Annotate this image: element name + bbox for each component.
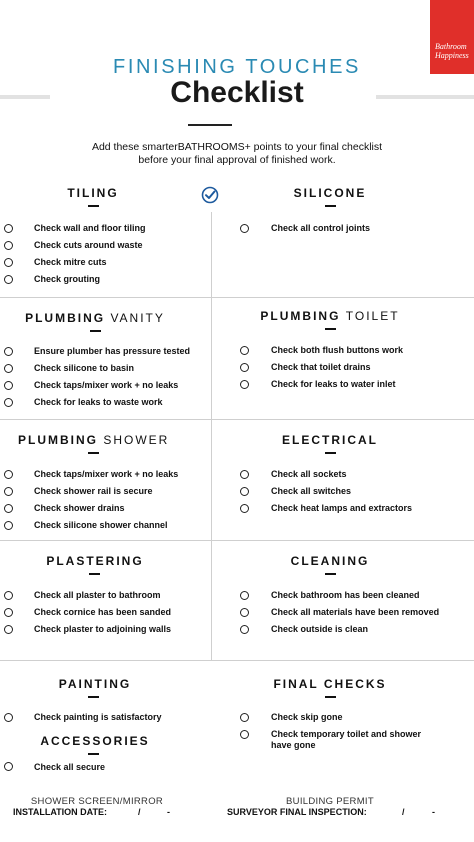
footer-right-caption: BUILDING PERMIT	[286, 796, 374, 807]
checkbox-circle-icon[interactable]	[240, 363, 249, 372]
checklist-item: Check shower rail is secure	[34, 486, 153, 496]
section-title-bold: PLUMBING	[25, 311, 106, 325]
checkbox-circle-icon[interactable]	[240, 470, 249, 479]
footer-right-sep-1: /	[402, 807, 405, 817]
checkbox-circle-icon[interactable]	[4, 224, 13, 233]
checkbox-circle-icon[interactable]	[4, 762, 13, 771]
checkmark-circle-icon	[201, 186, 219, 204]
section-dash-plumbing-vanity	[90, 330, 101, 332]
checkbox-circle-icon[interactable]	[4, 364, 13, 373]
section-title-bold: PLUMBING	[18, 433, 98, 447]
intro-line-2: before your final approval of finished work.	[138, 154, 336, 166]
checklist-item: Check shower drains	[34, 503, 125, 513]
checklist-item: Check wall and floor tiling	[34, 223, 146, 233]
checkbox-circle-icon[interactable]	[4, 504, 13, 513]
checklist-item: Check silicone shower channel	[34, 520, 168, 530]
checkbox-circle-icon[interactable]	[240, 625, 249, 634]
checklist-item: Check skip gone	[271, 712, 343, 722]
section-title-plumbing-toilet	[255, 309, 405, 323]
section-title-painting: PAINTING	[58, 677, 132, 691]
page-kicker: FINISHING TOUCHES	[113, 56, 361, 78]
section-title-plumbing-vanity	[20, 311, 170, 325]
section-dash-cleaning	[325, 573, 336, 575]
checklist-item: Check painting is satisfactory	[34, 712, 162, 722]
checklist-item-continuation: have gone	[271, 740, 316, 750]
intro-text	[0, 141, 474, 167]
footer-left-label: INSTALLATION DATE:	[13, 807, 107, 817]
section-dash-final-checks	[325, 696, 336, 698]
checklist-item: Check mitre cuts	[34, 257, 107, 267]
checkbox-circle-icon[interactable]	[4, 258, 13, 267]
section-title-light: TOILET	[345, 309, 400, 323]
section-dash-plastering	[89, 573, 100, 575]
section-title-light: VANITY	[110, 311, 165, 325]
checkbox-circle-icon[interactable]	[4, 398, 13, 407]
section-title-silicone: SILICONE	[293, 186, 367, 200]
checklist-item: Check for leaks to waste work	[34, 397, 163, 407]
logo-line-2: Happiness	[435, 51, 469, 60]
checkbox-circle-icon[interactable]	[4, 275, 13, 284]
footer-left-sep-1: /	[138, 807, 141, 817]
title-underline	[188, 124, 232, 126]
checklist-item: Check all plaster to bathroom	[34, 590, 161, 600]
checklist-item: Check taps/mixer work + no leaks	[34, 469, 179, 479]
checklist-item: Check temporary toilet and shower	[271, 729, 422, 739]
section-title-cleaning: CLEANING	[290, 554, 370, 568]
checkbox-circle-icon[interactable]	[4, 381, 13, 390]
section-dash-electrical	[325, 452, 336, 454]
checkbox-circle-icon[interactable]	[240, 487, 249, 496]
checkbox-circle-icon[interactable]	[4, 608, 13, 617]
logo-line-1: Bathroom	[435, 42, 467, 51]
section-title-bold: PLUMBING	[260, 309, 341, 323]
checklist-item: Check for leaks to water inlet	[271, 379, 396, 389]
checkbox-circle-icon[interactable]	[4, 591, 13, 600]
section-title-plastering: PLASTERING	[46, 554, 144, 568]
column-divider	[211, 212, 212, 660]
checkbox-circle-icon[interactable]	[4, 487, 13, 496]
section-dash-accessories	[88, 753, 99, 755]
checkbox-circle-icon[interactable]	[240, 224, 249, 233]
row-divider-2	[0, 419, 474, 420]
row-divider-3	[0, 540, 474, 541]
checklist-item: Check that toilet drains	[271, 362, 371, 372]
intro-line-1: Add these smarterBATHROOMS+ points to your final checklist	[91, 141, 383, 153]
checklist-item: Check taps/mixer work + no leaks	[34, 380, 179, 390]
section-title-plumbing-shower	[18, 433, 168, 447]
section-title-light: SHOWER	[103, 433, 170, 447]
footer-right-label: SURVEYOR FINAL INSPECTION:	[227, 807, 367, 817]
checkbox-circle-icon[interactable]	[4, 241, 13, 250]
checkbox-circle-icon[interactable]	[240, 713, 249, 722]
checklist-item: Check all switches	[271, 486, 352, 496]
section-title-final-checks: FINAL CHECKS	[273, 677, 387, 691]
checkbox-circle-icon[interactable]	[4, 713, 13, 722]
checklist-item: Check cornice has been sanded	[34, 607, 172, 617]
checkbox-circle-icon[interactable]	[240, 504, 249, 513]
checklist-item: Check all control joints	[271, 223, 371, 233]
footer-left-caption: SHOWER SCREEN/MIRROR	[30, 796, 164, 807]
section-dash-plumbing-shower	[88, 452, 99, 454]
checkbox-circle-icon[interactable]	[240, 730, 249, 739]
section-title-tiling: TILING	[67, 186, 119, 200]
footer-left-sep-2: -	[167, 807, 170, 817]
section-dash-silicone	[325, 205, 336, 207]
section-title-electrical: ELECTRICAL	[282, 433, 378, 447]
checkbox-circle-icon[interactable]	[240, 380, 249, 389]
checklist-item: Check both flush buttons work	[271, 345, 403, 355]
checkbox-circle-icon[interactable]	[4, 625, 13, 634]
row-divider-1	[0, 297, 474, 298]
checklist-item: Check bathroom has been cleaned	[271, 590, 420, 600]
checklist-item: Check silicone to basin	[34, 363, 135, 373]
checkbox-circle-icon[interactable]	[240, 346, 249, 355]
checklist-item: Ensure plumber has pressure tested	[34, 346, 191, 356]
checklist-item: Check plaster to adjoining walls	[34, 624, 172, 634]
section-dash-tiling	[88, 205, 99, 207]
checklist-item: Check grouting	[34, 274, 101, 284]
checkbox-circle-icon[interactable]	[4, 521, 13, 530]
checkbox-circle-icon[interactable]	[4, 347, 13, 356]
checkbox-circle-icon[interactable]	[240, 608, 249, 617]
section-dash-plumbing-toilet	[325, 328, 336, 330]
section-title-accessories: ACCESSORIES	[40, 734, 150, 748]
checklist-item: Check heat lamps and extractors	[271, 503, 413, 513]
checkbox-circle-icon[interactable]	[4, 470, 13, 479]
page-title: Checklist	[170, 76, 304, 109]
checklist-item: Check all secure	[34, 762, 106, 772]
footer-right-sep-2: -	[432, 807, 435, 817]
section-dash-painting	[88, 696, 99, 698]
checklist-item: Check outside is clean	[271, 624, 369, 634]
checklist-item: Check all materials have been removed	[271, 607, 440, 617]
checklist-item: Check all sockets	[271, 469, 347, 479]
checklist-item: Check cuts around waste	[34, 240, 143, 250]
checkbox-circle-icon[interactable]	[240, 591, 249, 600]
row-divider-4	[0, 660, 474, 661]
